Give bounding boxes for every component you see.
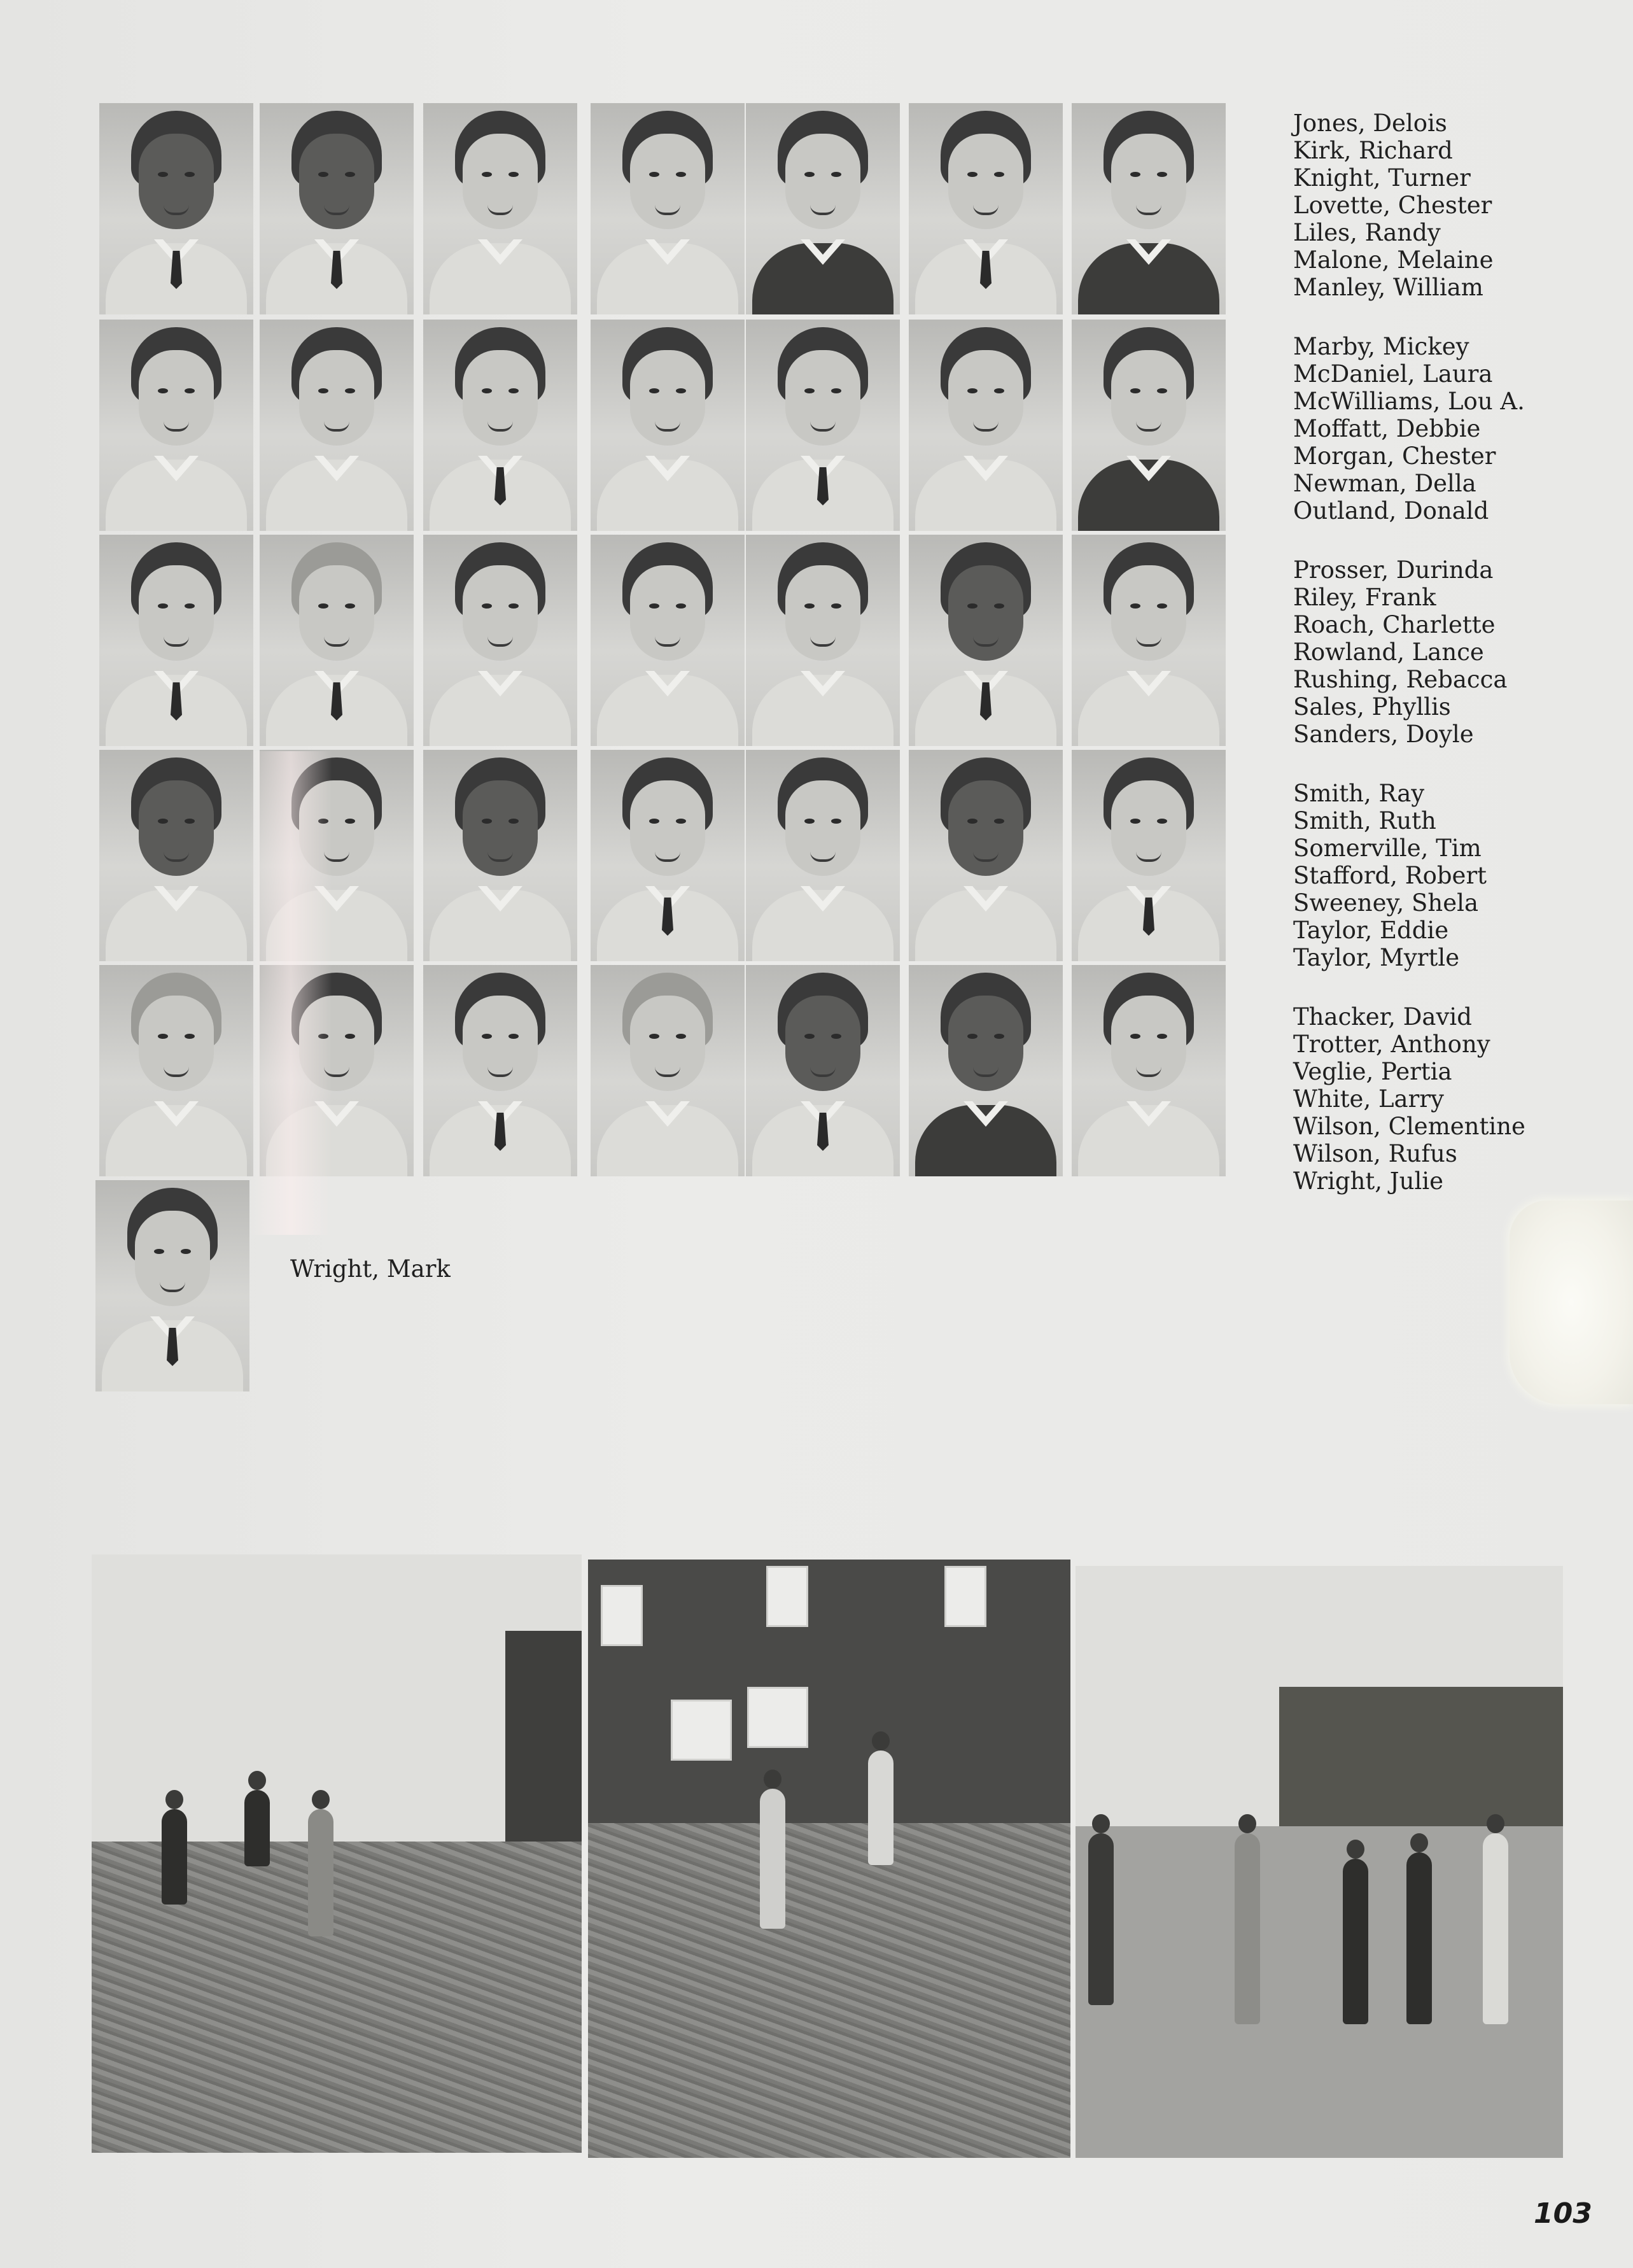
name-group-1 — [1293, 109, 1624, 301]
portrait-body — [106, 460, 247, 531]
student-name: Moffatt, Debbie — [1293, 415, 1481, 442]
portrait-eye — [831, 388, 841, 393]
portrait-eye — [994, 603, 1004, 609]
portrait-body — [1078, 243, 1219, 314]
photo-person — [1343, 1859, 1368, 2024]
student-name: Wright, Julie — [1293, 1167, 1444, 1195]
portrait-eye — [831, 819, 841, 824]
photo-window — [671, 1700, 732, 1761]
student-portrait — [99, 965, 253, 1176]
photo-playground — [92, 1554, 582, 2153]
portrait-eye — [482, 388, 492, 393]
student-name: Rushing, Rebacca — [1293, 666, 1508, 693]
student-portrait — [99, 535, 253, 746]
photo-person — [1406, 1852, 1432, 2024]
student-portrait — [1072, 965, 1226, 1176]
student-portrait — [423, 965, 577, 1176]
student-name: Jones, Delois — [1293, 109, 1447, 137]
portrait-eye — [185, 819, 195, 824]
portrait-eye — [804, 388, 815, 393]
student-name: Prosser, Durinda — [1293, 556, 1494, 584]
student-name: Wilson, Rufus — [1293, 1140, 1457, 1167]
student-name: McWilliams, Lou A. — [1293, 388, 1525, 415]
portrait-eye — [482, 1034, 492, 1039]
portrait-eye — [482, 603, 492, 609]
portrait-eye — [154, 1249, 164, 1254]
student-portrait — [1072, 535, 1226, 746]
portrait-eye — [482, 172, 492, 177]
student-portrait — [591, 535, 745, 746]
student-name: Sanders, Doyle — [1293, 721, 1474, 748]
student-portrait — [95, 1180, 249, 1391]
student-names-list — [1293, 109, 1624, 1227]
student-name: Taylor, Eddie — [1293, 917, 1449, 944]
student-name: Manley, William — [1293, 274, 1483, 301]
portrait-body — [430, 243, 571, 314]
portrait-eye — [158, 1034, 168, 1039]
student-name: Newman, Della — [1293, 470, 1476, 497]
portrait-body — [915, 1105, 1056, 1176]
portrait-eye — [508, 603, 519, 609]
student-name-wright-mark: Wright, Mark — [290, 1255, 451, 1283]
student-name: Rowland, Lance — [1293, 638, 1484, 666]
student-portrait — [99, 103, 253, 314]
tape-residue — [1510, 1201, 1633, 1404]
student-portrait — [591, 750, 745, 961]
portrait-eye — [831, 1034, 841, 1039]
student-portrait — [1072, 750, 1226, 961]
student-portrait — [260, 103, 414, 314]
portrait-eye — [508, 388, 519, 393]
student-portrait — [909, 320, 1063, 531]
photo-person — [308, 1809, 333, 1936]
portrait-eye — [158, 172, 168, 177]
student-name: Knight, Turner — [1293, 164, 1471, 192]
portrait-eye — [185, 603, 195, 609]
portrait-eye — [345, 172, 355, 177]
portrait-body — [430, 675, 571, 746]
portrait-eye — [158, 388, 168, 393]
portrait-eye — [318, 388, 328, 393]
portrait-eye — [967, 172, 978, 177]
portrait-eye — [831, 172, 841, 177]
photo-person — [760, 1789, 785, 1929]
portrait-eye — [804, 819, 815, 824]
portrait-eye — [649, 172, 659, 177]
student-portrait — [746, 965, 900, 1176]
light-glare — [249, 751, 332, 1235]
portrait-body — [1078, 460, 1219, 531]
portrait-eye — [1130, 603, 1140, 609]
student-portrait — [909, 750, 1063, 961]
portrait-body — [1078, 675, 1219, 746]
student-portrait — [260, 320, 414, 531]
student-name: Lovette, Chester — [1293, 192, 1492, 219]
student-name: Smith, Ray — [1293, 780, 1425, 807]
student-name: Kirk, Richard — [1293, 137, 1453, 164]
portrait-eye — [804, 603, 815, 609]
student-portrait — [423, 103, 577, 314]
portrait-body — [915, 460, 1056, 531]
student-name: Sweeney, Shela — [1293, 889, 1479, 917]
portrait-eye — [185, 1034, 195, 1039]
portrait-eye — [508, 819, 519, 824]
student-portrait — [423, 535, 577, 746]
student-name: Morgan, Chester — [1293, 442, 1496, 470]
photo-building — [505, 1631, 582, 1873]
portrait-eye — [994, 819, 1004, 824]
photo-person — [162, 1809, 187, 1905]
photo-window — [944, 1566, 986, 1627]
student-name: Veglie, Pertia — [1293, 1058, 1452, 1085]
student-portrait — [746, 103, 900, 314]
student-name: Stafford, Robert — [1293, 862, 1487, 889]
portrait-body — [106, 1105, 247, 1176]
student-name: Taylor, Myrtle — [1293, 944, 1460, 971]
portrait-eye — [1130, 819, 1140, 824]
student-name: Liles, Randy — [1293, 219, 1441, 246]
page-number: 103 — [1534, 2197, 1592, 2230]
photo-person — [244, 1790, 270, 1866]
portrait-eye — [158, 819, 168, 824]
portrait-body — [266, 460, 407, 531]
student-portrait — [909, 103, 1063, 314]
student-name: Thacker, David — [1293, 1003, 1472, 1031]
student-portrait — [746, 750, 900, 961]
portrait-eye — [967, 1034, 978, 1039]
portrait-body — [597, 460, 738, 531]
portrait-eye — [967, 603, 978, 609]
portrait-body — [106, 890, 247, 961]
name-group-2 — [1293, 333, 1624, 525]
student-portrait — [99, 320, 253, 531]
portrait-eye — [1130, 172, 1140, 177]
name-group-5 — [1293, 1003, 1624, 1195]
portrait-body — [1078, 1105, 1219, 1176]
portrait-body — [915, 890, 1056, 961]
student-name: McDaniel, Laura — [1293, 360, 1493, 388]
portrait-eye — [804, 172, 815, 177]
student-portrait — [746, 535, 900, 746]
photo-window — [766, 1566, 808, 1627]
student-portrait — [909, 965, 1063, 1176]
portrait-eye — [158, 603, 168, 609]
portrait-eye — [1157, 172, 1167, 177]
photo-window — [747, 1687, 808, 1748]
portrait-eye — [994, 172, 1004, 177]
portrait-eye — [967, 388, 978, 393]
portrait-eye — [831, 603, 841, 609]
photo-building — [1279, 1687, 1563, 1833]
portrait-eye — [1157, 819, 1167, 824]
portrait-eye — [676, 819, 686, 824]
portrait-eye — [185, 172, 195, 177]
student-name: Sales, Phyllis — [1293, 693, 1451, 721]
photo-school-building — [588, 1560, 1070, 2158]
photo-students-walking — [1076, 1566, 1563, 2158]
portrait-eye — [1157, 1034, 1167, 1039]
student-name: Outland, Donald — [1293, 497, 1489, 525]
student-portrait — [260, 535, 414, 746]
portrait-body — [597, 675, 738, 746]
student-portrait — [99, 750, 253, 961]
portrait-eye — [967, 819, 978, 824]
portrait-body — [752, 675, 894, 746]
student-name: Marby, Mickey — [1293, 333, 1469, 360]
portrait-eye — [345, 1034, 355, 1039]
portrait-eye — [1130, 1034, 1140, 1039]
portrait-eye — [676, 1034, 686, 1039]
photo-ground — [588, 1823, 1070, 2158]
student-name: Wilson, Clementine — [1293, 1113, 1525, 1140]
portrait-eye — [508, 172, 519, 177]
student-name: Riley, Frank — [1293, 584, 1436, 611]
portrait-eye — [318, 172, 328, 177]
student-name: Smith, Ruth — [1293, 807, 1436, 835]
portrait-eye — [345, 603, 355, 609]
student-name: Somerville, Tim — [1293, 835, 1482, 862]
student-name: Roach, Charlette — [1293, 611, 1496, 638]
portrait-eye — [318, 603, 328, 609]
portrait-body — [752, 243, 894, 314]
student-name: Malone, Melaine — [1293, 246, 1494, 274]
student-portrait — [423, 750, 577, 961]
student-portrait — [1072, 320, 1226, 531]
student-portrait — [591, 965, 745, 1176]
portrait-eye — [649, 603, 659, 609]
portrait-eye — [994, 388, 1004, 393]
student-portrait — [591, 320, 745, 531]
student-portrait — [591, 103, 745, 314]
photo-person — [1235, 1833, 1260, 2024]
portrait-eye — [676, 603, 686, 609]
portrait-eye — [345, 388, 355, 393]
portrait-eye — [676, 172, 686, 177]
portrait-eye — [649, 1034, 659, 1039]
name-group-4 — [1293, 780, 1624, 971]
student-portrait — [746, 320, 900, 531]
portrait-body — [752, 890, 894, 961]
portrait-eye — [185, 388, 195, 393]
portrait-eye — [649, 388, 659, 393]
portrait-body — [597, 1105, 738, 1176]
student-portrait — [1072, 103, 1226, 314]
student-name: Trotter, Anthony — [1293, 1031, 1490, 1058]
student-portrait — [909, 535, 1063, 746]
portrait-eye — [508, 1034, 519, 1039]
portrait-eye — [994, 1034, 1004, 1039]
portrait-eye — [649, 819, 659, 824]
student-portrait — [423, 320, 577, 531]
photo-person — [868, 1750, 894, 1865]
portrait-eye — [1157, 388, 1167, 393]
photo-person — [1483, 1833, 1508, 2024]
student-name: White, Larry — [1293, 1085, 1444, 1113]
portrait-eye — [482, 819, 492, 824]
photo-building — [588, 1560, 1070, 1827]
portrait-eye — [345, 819, 355, 824]
portrait-eye — [1130, 388, 1140, 393]
photo-person — [1088, 1833, 1114, 2005]
portrait-body — [430, 890, 571, 961]
portrait-eye — [1157, 603, 1167, 609]
portrait-eye — [676, 388, 686, 393]
photo-window — [601, 1585, 643, 1646]
name-group-3 — [1293, 556, 1624, 748]
portrait-eye — [804, 1034, 815, 1039]
portrait-eye — [181, 1249, 191, 1254]
portrait-body — [597, 243, 738, 314]
